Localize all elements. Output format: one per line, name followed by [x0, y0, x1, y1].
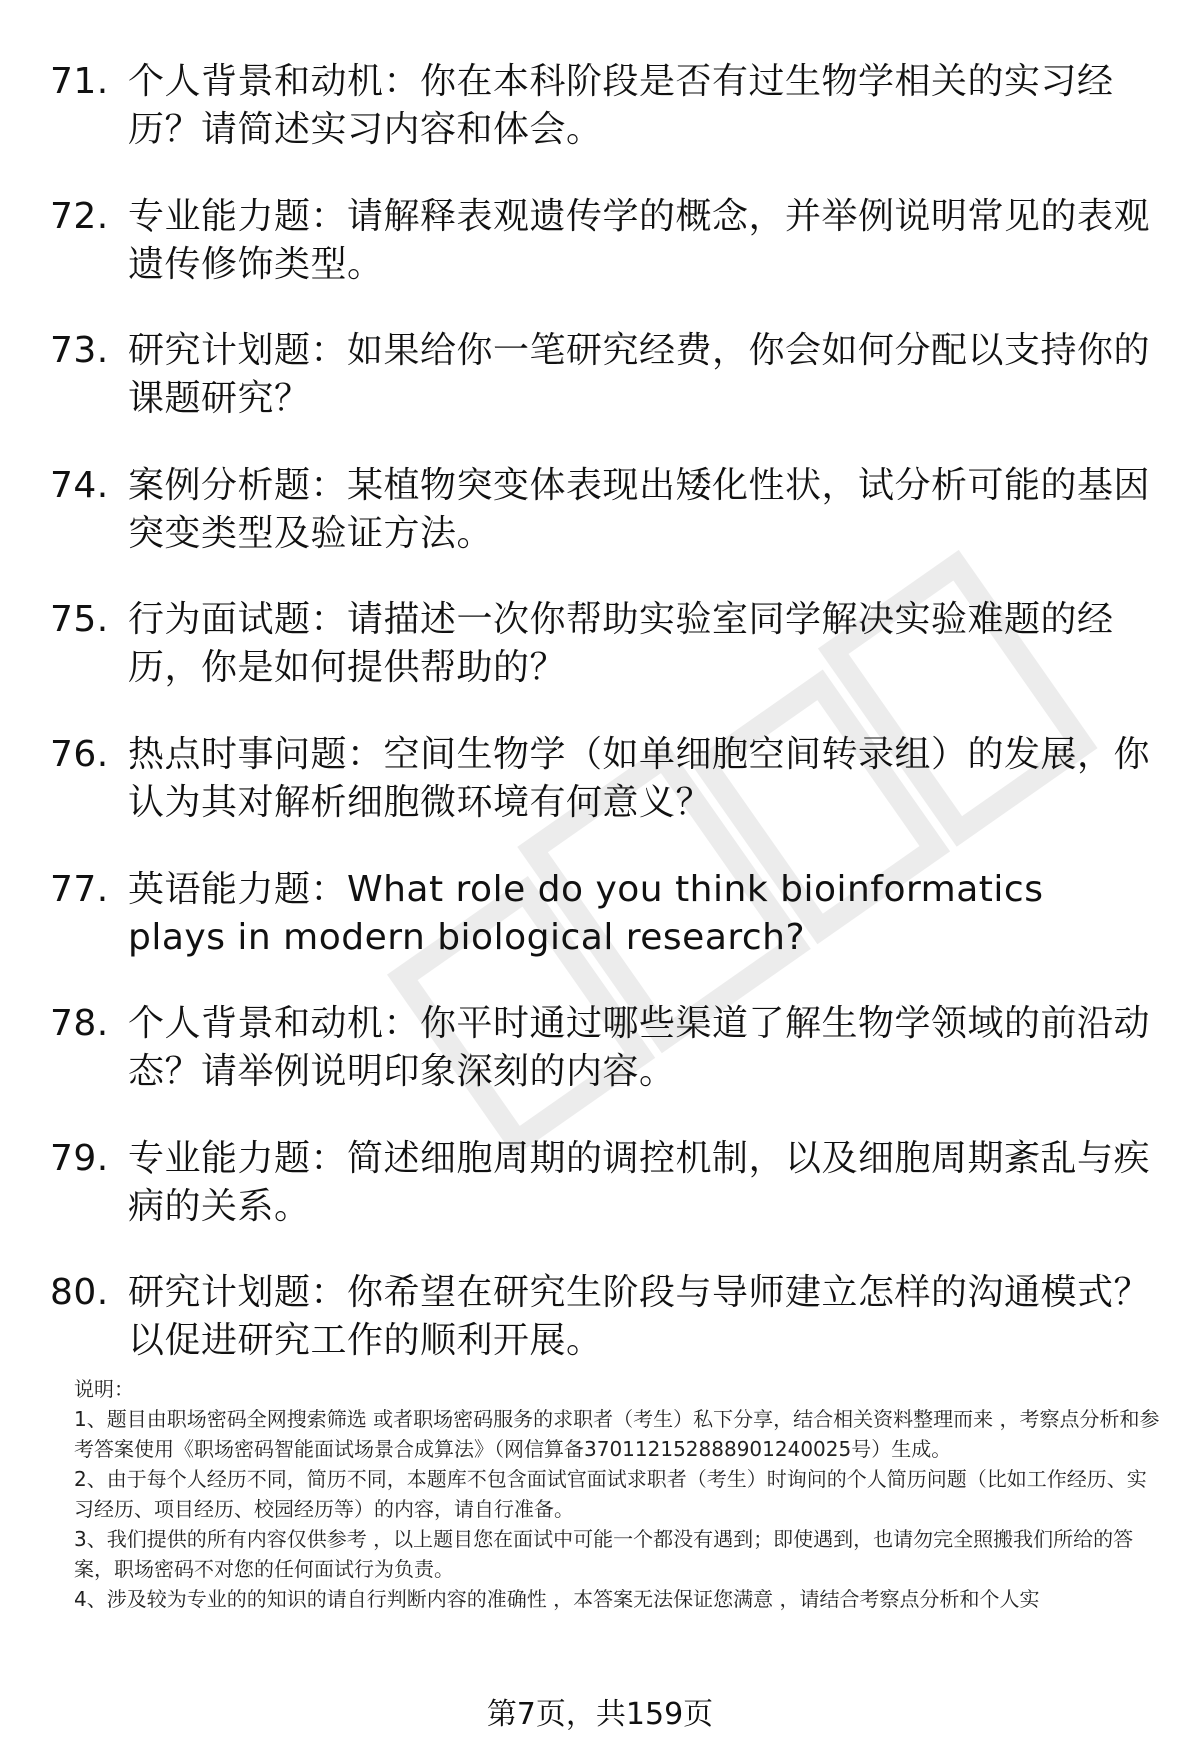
- question-item: [50, 596, 1150, 692]
- notes-heading: 说明：: [74, 1377, 134, 1401]
- question-number: 79.: [50, 1137, 109, 1179]
- note-item: 2、由于每个人经历不同，简历不同，本题库不包含面试官面试求职者（考生）时询问的个人简历问题（比如工作经历、实习经历、项目经历、校园经历等）的内容，请自行准备。: [74, 1467, 1147, 1521]
- note-item: 4、涉及较为专业的的知识的请自行判断内容的准确性 ，本答案无法保证您满意 ，请结合考察点分析和个人实: [74, 1587, 1040, 1611]
- question-text: 行为面试题：请描述一次你帮助实验室同学解决实验难题的经历，你是如何提供帮助的？: [128, 599, 1114, 689]
- question-text: 专业能力题：简述细胞周期的调控机制，以及细胞周期紊乱与疾病的关系。: [128, 1137, 1151, 1227]
- question-item: [50, 731, 1150, 827]
- question-text: 研究计划题：如果给你一笔研究经费，你会如何分配以支持你的课题研究？: [128, 330, 1151, 420]
- question-list: [50, 58, 1150, 1404]
- page-number: 第7页，共159页: [486, 1697, 714, 1732]
- question-item: [50, 1135, 1150, 1231]
- question-text: 热点时事问题：空间生物学（如单细胞空间转录组）的发展，你认为其对解析细胞微环境有何意义？: [128, 733, 1151, 823]
- question-number: 75.: [50, 599, 109, 641]
- question-item: [50, 866, 1150, 962]
- question-text: 案例分析题：某植物突变体表现出矮化性状，试分析可能的基因突变类型及验证方法。: [128, 464, 1151, 554]
- notes-section: [74, 1374, 1162, 1614]
- question-number: 77.: [50, 868, 109, 910]
- question-number: 76.: [50, 733, 109, 775]
- question-text: 专业能力题：请解释表观遗传学的概念，并举例说明常见的表观遗传修饰类型。: [128, 195, 1151, 285]
- question-item: [50, 1000, 1150, 1096]
- question-number: 80.: [50, 1272, 109, 1314]
- question-text: 个人背景和动机：你平时通过哪些渠道了解生物学领域的前沿动态？请举例说明印象深刻的内容。: [128, 1003, 1151, 1093]
- question-text: 英语能力题：What role do you think bioinformatics plays in modern biological research?: [128, 868, 1044, 958]
- question-item: [50, 1269, 1150, 1365]
- question-number: 71.: [50, 61, 109, 102]
- question-item: [50, 58, 1150, 154]
- question-item: [50, 462, 1150, 558]
- question-text: 个人背景和动机：你在本科阶段是否有过生物学相关的实习经历？请简述实习内容和体会。: [128, 61, 1114, 150]
- note-item: 3、我们提供的所有内容仅供参考 ，以上题目您在面试中可能一个都没有遇到；即使遇到，也请勿完全照搬我们所给的答案，职场密码不对您的任何面试行为负责。: [74, 1527, 1134, 1581]
- question-number: 72.: [50, 195, 109, 237]
- question-item: [50, 193, 1150, 289]
- question-number: 74.: [50, 464, 109, 506]
- question-number: 78.: [50, 1003, 109, 1045]
- question-number: 73.: [50, 330, 109, 372]
- question-item: [50, 327, 1150, 423]
- note-item: 1、题目由职场密码全网搜索筛选 或者职场密码服务的求职者（考生）私下分享，结合相关资料整理而来 ，考察点分析和参考答案使用《职场密码智能面试场景合成算法》（网信算备370112152888901240025号）生成。: [74, 1407, 1160, 1461]
- question-text: 研究计划题：你希望在研究生阶段与导师建立怎样的沟通模式？以促进研究工作的顺利开展。: [128, 1272, 1151, 1362]
